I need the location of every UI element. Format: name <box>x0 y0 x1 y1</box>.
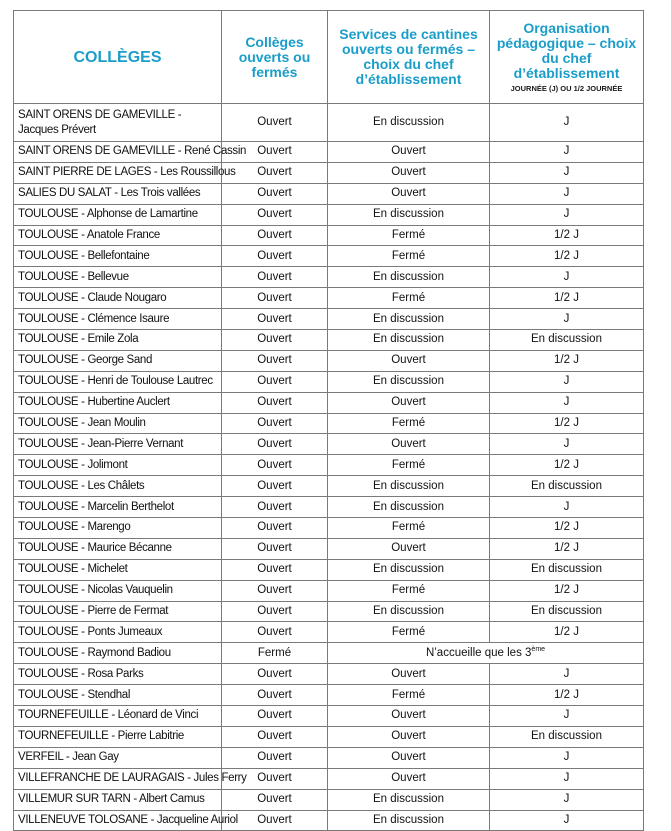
table-row <box>14 810 644 831</box>
college-name-separator: - <box>78 479 88 492</box>
status-cell: Ouvert <box>222 706 328 727</box>
college-school: Jacques Prévert <box>18 123 96 136</box>
college-school: Jean-Pierre Vernant <box>87 437 184 450</box>
college-name-separator: - <box>63 751 73 764</box>
merged-note-cell <box>328 643 644 664</box>
college-name-cell <box>14 789 222 810</box>
organisation-cell: 1/2 J <box>490 518 644 539</box>
college-city: TOULOUSE <box>18 521 79 534</box>
organisation-cell: J <box>490 162 644 183</box>
table-row <box>14 309 644 330</box>
college-city: TOULOUSE <box>18 270 79 283</box>
cantine-cell: Fermé <box>328 413 490 434</box>
college-city: SAINT PIERRE DE LAGES <box>18 166 152 179</box>
status-cell: Ouvert <box>222 580 328 601</box>
college-school: Emile Zola <box>87 333 139 346</box>
organisation-cell: 1/2 J <box>490 413 644 434</box>
college-school: George Sand <box>87 354 152 367</box>
college-name-cell <box>14 559 222 580</box>
table-row <box>14 371 644 392</box>
college-name-cell <box>14 538 222 559</box>
college-city: TOULOUSE <box>18 688 79 701</box>
college-school: Pierre de Fermat <box>87 605 169 618</box>
organisation-cell: J <box>490 392 644 413</box>
status-cell: Ouvert <box>222 246 328 267</box>
status-cell: Ouvert <box>222 601 328 622</box>
college-name-cell <box>14 392 222 413</box>
cantine-cell: Ouvert <box>328 664 490 685</box>
merged-note-superscript: ème <box>531 645 546 653</box>
organisation-cell: 1/2 J <box>490 288 644 309</box>
cantine-cell: En discussion <box>328 204 490 225</box>
status-cell: Ouvert <box>222 413 328 434</box>
college-name-separator: - <box>78 333 88 346</box>
college-city: TOULOUSE <box>18 417 79 430</box>
status-cell: Ouvert <box>222 309 328 330</box>
college-school: Les Roussillous <box>160 166 236 179</box>
college-name-separator: - <box>174 145 185 158</box>
college-school: Henri de Toulouse Lautrec <box>87 375 213 388</box>
organisation-cell: J <box>490 142 644 163</box>
college-school: Les Trois vallées <box>120 187 201 200</box>
college-name-separator: - <box>151 166 161 179</box>
college-school: René Cassin <box>184 145 247 158</box>
cantine-cell: Fermé <box>328 246 490 267</box>
college-name-separator: - <box>78 584 88 597</box>
college-name-cell <box>14 371 222 392</box>
organisation-cell: J <box>490 104 644 142</box>
college-school: Jean Moulin <box>87 417 146 430</box>
cantine-cell: Ouvert <box>328 768 490 789</box>
header-organisation-subtitle: JOURNÉE (J) OU 1/2 JOURNÉE <box>510 83 623 93</box>
college-school: Hubertine Auclert <box>87 396 170 409</box>
header-organisation <box>490 11 644 104</box>
college-city: TOULOUSE <box>18 333 79 346</box>
college-name-separator: - <box>78 605 88 618</box>
cantine-cell: Ouvert <box>328 538 490 559</box>
status-cell: Ouvert <box>222 434 328 455</box>
college-city: VILLENEUVE TOLOSANE <box>18 813 148 826</box>
college-name-separator: - <box>184 772 194 785</box>
cantine-cell: Ouvert <box>328 747 490 768</box>
college-city: SALIES DU SALAT <box>18 187 112 200</box>
college-school: Marengo <box>87 521 131 534</box>
college-city: TOULOUSE <box>18 458 79 471</box>
college-name-cell <box>14 225 222 246</box>
table-row <box>14 580 644 601</box>
college-school: Anatole France <box>86 229 160 241</box>
college-name-cell <box>14 288 222 309</box>
organisation-cell: En discussion <box>490 559 644 580</box>
college-school: Les Châlets <box>87 479 145 492</box>
table-row <box>14 183 644 204</box>
college-city: TOULOUSE <box>18 396 79 409</box>
organisation-cell: J <box>490 204 644 225</box>
status-cell: Ouvert <box>222 664 328 685</box>
table-row <box>14 622 644 643</box>
college-city: TOURNEFEUILLE <box>18 709 109 722</box>
table-row <box>14 225 644 246</box>
table-row <box>14 392 644 413</box>
college-school: Jacqueline Auriol <box>156 813 238 826</box>
merged-note-text: N’accueille que les 3 <box>425 646 532 659</box>
cantine-cell: Ouvert <box>328 162 490 183</box>
organisation-cell: J <box>490 267 644 288</box>
college-school: Claude Nougaro <box>87 291 167 304</box>
table-row <box>14 204 644 225</box>
organisation-cell: J <box>490 664 644 685</box>
college-name-cell <box>14 580 222 601</box>
college-school: Maurice Bécanne <box>87 542 172 555</box>
college-city: TOULOUSE <box>18 563 79 576</box>
organisation-cell: 1/2 J <box>490 685 644 706</box>
table-row <box>14 518 644 539</box>
cantine-cell: Ouvert <box>328 434 490 455</box>
table-row <box>14 350 644 371</box>
table-row <box>14 162 644 183</box>
organisation-cell: J <box>490 706 644 727</box>
college-city: TOULOUSE <box>18 605 79 618</box>
organisation-cell: En discussion <box>490 726 644 747</box>
table-row <box>14 768 644 789</box>
college-name-separator: - <box>78 249 88 262</box>
organisation-cell: En discussion <box>490 330 644 351</box>
college-school: Léonard de Vinci <box>117 709 199 722</box>
college-city: SAINT ORENS DE GAMEVILLE <box>18 145 175 158</box>
college-city: TOULOUSE <box>18 437 79 450</box>
table-row <box>14 538 644 559</box>
cantine-cell: En discussion <box>328 104 490 142</box>
header-colleges: COLLÈGES <box>14 11 222 104</box>
colleges-table <box>13 10 644 831</box>
college-school: Jean Gay <box>72 751 119 764</box>
college-name-separator: - <box>78 667 88 680</box>
college-name-cell <box>14 747 222 768</box>
college-name-separator: - <box>78 500 88 513</box>
status-cell: Ouvert <box>222 747 328 768</box>
college-school: Pierre Labitrie <box>117 730 184 743</box>
cantine-cell: Fermé <box>328 685 490 706</box>
status-cell: Ouvert <box>222 183 328 204</box>
table-row <box>14 643 644 664</box>
status-cell: Ouvert <box>222 789 328 810</box>
college-name-separator: - <box>111 187 121 200</box>
status-cell: Ouvert <box>222 538 328 559</box>
cantine-cell: Ouvert <box>328 142 490 163</box>
table-row <box>14 142 644 163</box>
college-name-separator: - <box>78 312 88 325</box>
college-school: Ponts Jumeaux <box>87 625 163 638</box>
college-school: Bellevue <box>87 270 129 283</box>
cantine-cell: Fermé <box>328 225 490 246</box>
table-row <box>14 434 644 455</box>
organisation-cell: 1/2 J <box>490 225 644 246</box>
header-cantines: Services de cantines ouverts ou fermés – choix du chef d’établissement <box>328 11 490 104</box>
college-city: TOULOUSE <box>18 500 79 513</box>
cantine-cell: En discussion <box>328 267 490 288</box>
status-cell: Ouvert <box>222 518 328 539</box>
organisation-cell: En discussion <box>490 601 644 622</box>
status-cell: Ouvert <box>222 371 328 392</box>
organisation-cell: 1/2 J <box>490 455 644 476</box>
table-row <box>14 559 644 580</box>
table-row <box>14 413 644 434</box>
college-school: Jules Ferry <box>193 772 247 785</box>
college-name-separator: - <box>108 709 118 722</box>
college-name-cell <box>14 476 222 497</box>
college-name-separator: - <box>78 396 88 409</box>
college-school: Jolimont <box>87 458 128 471</box>
organisation-cell: 1/2 J <box>490 246 644 267</box>
college-school: Raymond Badiou <box>87 646 171 659</box>
college-name-separator: - <box>78 229 87 241</box>
college-name-separator: - <box>130 793 140 806</box>
cantine-cell: Ouvert <box>328 726 490 747</box>
college-city: TOURNEFEUILLE <box>18 730 109 743</box>
college-name-cell <box>14 455 222 476</box>
organisation-cell: J <box>490 789 644 810</box>
college-name-cell <box>14 330 222 351</box>
table-row <box>14 726 644 747</box>
status-cell: Ouvert <box>222 455 328 476</box>
status-cell: Ouvert <box>222 350 328 371</box>
table-row <box>14 497 644 518</box>
cantine-cell: Ouvert <box>328 350 490 371</box>
status-cell: Ouvert <box>222 559 328 580</box>
cantine-cell: Fermé <box>328 580 490 601</box>
college-school: Marcelin Berthelot <box>87 500 174 513</box>
college-name-cell <box>14 204 222 225</box>
table-row <box>14 789 644 810</box>
college-city: VILLEMUR SUR TARN <box>18 793 131 806</box>
college-school: Albert Camus <box>139 793 205 806</box>
college-city: TOULOUSE <box>18 249 79 262</box>
header-row <box>14 11 644 104</box>
college-name-separator: - <box>78 521 88 534</box>
college-name-cell <box>14 685 222 706</box>
table-row <box>14 455 644 476</box>
college-name-cell <box>14 643 222 664</box>
college-name-cell <box>14 246 222 267</box>
college-city: TOULOUSE <box>18 312 79 325</box>
table-row <box>14 330 644 351</box>
status-cell: Ouvert <box>222 685 328 706</box>
college-name-cell <box>14 726 222 747</box>
college-city: TOULOUSE <box>18 354 79 367</box>
college-name-cell <box>14 142 247 163</box>
college-school: Stendhal <box>87 688 131 701</box>
cantine-cell: Fermé <box>328 518 490 539</box>
organisation-cell: 1/2 J <box>490 538 644 559</box>
organisation-cell: J <box>490 810 644 831</box>
college-city: VILLEFRANCHE DE LAURAGAIS <box>18 772 185 785</box>
college-school: Clémence Isaure <box>87 312 170 325</box>
college-name-separator: - <box>78 542 88 555</box>
college-city: TOULOUSE <box>18 646 79 659</box>
status-cell: Ouvert <box>222 330 328 351</box>
college-school: Nicolas Vauquelin <box>87 584 173 597</box>
cantine-cell: En discussion <box>328 810 490 831</box>
status-cell: Ouvert <box>222 204 328 225</box>
cantine-cell: En discussion <box>328 371 490 392</box>
table-row <box>14 747 644 768</box>
status-cell: Ouvert <box>222 810 328 831</box>
college-city: TOULOUSE <box>18 229 79 241</box>
organisation-cell: 1/2 J <box>490 622 644 643</box>
header-organisation-title: Organisation pédagogique – choix du chef d’établissement <box>496 19 637 81</box>
college-name-separator: - <box>78 417 88 430</box>
college-city: TOULOUSE <box>18 208 79 221</box>
cantine-cell: En discussion <box>328 330 490 351</box>
cantine-cell: Fermé <box>328 455 490 476</box>
college-school: Rosa Parks <box>87 667 144 680</box>
organisation-cell: J <box>490 309 644 330</box>
status-cell: Ouvert <box>222 726 328 747</box>
college-city: TOULOUSE <box>18 584 79 597</box>
table-row <box>14 685 644 706</box>
organisation-cell: En discussion <box>490 476 644 497</box>
college-name-separator: - <box>78 270 88 283</box>
college-name-cell <box>14 413 222 434</box>
cantine-cell: En discussion <box>328 309 490 330</box>
college-name-cell <box>14 768 247 789</box>
organisation-cell: J <box>490 768 644 789</box>
college-name-separator: - <box>78 354 88 367</box>
college-name-separator: - <box>78 646 88 659</box>
status-cell: Ouvert <box>222 162 328 183</box>
cantine-cell: En discussion <box>328 559 490 580</box>
organisation-cell: J <box>490 434 644 455</box>
organisation-cell: J <box>490 747 644 768</box>
status-cell: Ouvert <box>222 476 328 497</box>
college-name-cell <box>14 497 222 518</box>
cantine-cell: Ouvert <box>328 392 490 413</box>
status-cell: Ouvert <box>222 622 328 643</box>
college-city: TOULOUSE <box>18 667 79 680</box>
college-name-separator: - <box>174 108 182 121</box>
table-row <box>14 601 644 622</box>
college-name-cell <box>14 664 222 685</box>
status-cell: Ouvert <box>222 768 328 789</box>
cantine-cell: Ouvert <box>328 183 490 204</box>
college-city: TOULOUSE <box>18 375 79 388</box>
college-name-separator: - <box>78 563 88 576</box>
cantine-cell: En discussion <box>328 476 490 497</box>
college-city: TOULOUSE <box>18 625 79 638</box>
college-name-cell <box>14 309 222 330</box>
college-name-cell <box>14 267 222 288</box>
college-name-cell <box>14 350 222 371</box>
table-row <box>14 476 644 497</box>
organisation-cell: 1/2 J <box>490 350 644 371</box>
college-city: TOULOUSE <box>18 291 79 304</box>
college-school: Michelet <box>87 563 128 576</box>
college-school: Alphonse de Lamartine <box>86 208 198 221</box>
table-row <box>14 104 644 142</box>
college-city: TOULOUSE <box>18 479 79 492</box>
college-name-separator: - <box>78 458 88 471</box>
college-name-separator: - <box>147 813 157 826</box>
status-cell: Ouvert <box>222 104 328 142</box>
header-status: Collèges ouverts ou fermés <box>222 11 328 104</box>
table-row <box>14 267 644 288</box>
cantine-cell: En discussion <box>328 497 490 518</box>
college-name-cell <box>14 434 222 455</box>
college-city: TOULOUSE <box>18 542 79 555</box>
college-name-separator: - <box>78 291 88 304</box>
college-name-cell <box>14 601 222 622</box>
table-row <box>14 664 644 685</box>
status-cell: Ouvert <box>222 497 328 518</box>
table-row <box>14 246 644 267</box>
college-name-cell <box>14 183 222 204</box>
organisation-cell: J <box>490 371 644 392</box>
college-name-separator: - <box>78 208 87 221</box>
organisation-cell: J <box>490 183 644 204</box>
status-cell: Ouvert <box>222 392 328 413</box>
college-city: VERFEIL <box>18 751 64 764</box>
college-school: Bellefontaine <box>87 249 150 262</box>
table-row <box>14 288 644 309</box>
status-cell: Fermé <box>222 643 328 664</box>
status-cell: Ouvert <box>222 267 328 288</box>
college-name-separator: - <box>78 375 88 388</box>
cantine-cell: En discussion <box>328 789 490 810</box>
status-cell: Ouvert <box>222 288 328 309</box>
table-row <box>14 706 644 727</box>
cantine-cell: Ouvert <box>328 706 490 727</box>
cantine-cell: Fermé <box>328 622 490 643</box>
college-name-cell <box>14 622 222 643</box>
college-name-cell <box>14 706 222 727</box>
college-name-cell <box>14 518 222 539</box>
organisation-cell: J <box>490 497 644 518</box>
college-name-separator: - <box>78 437 88 450</box>
status-cell: Ouvert <box>222 225 328 246</box>
cantine-cell: En discussion <box>328 601 490 622</box>
cantine-cell: Fermé <box>328 288 490 309</box>
college-city: SAINT ORENS DE GAMEVILLE <box>18 108 175 121</box>
college-name-separator: - <box>78 688 88 701</box>
college-name-separator: - <box>78 625 88 638</box>
college-name-cell <box>14 810 238 831</box>
college-name-cell <box>14 104 222 142</box>
college-name-separator: - <box>108 730 118 743</box>
status-cell: Ouvert <box>222 142 328 163</box>
organisation-cell: 1/2 J <box>490 580 644 601</box>
college-name-cell <box>14 162 236 183</box>
